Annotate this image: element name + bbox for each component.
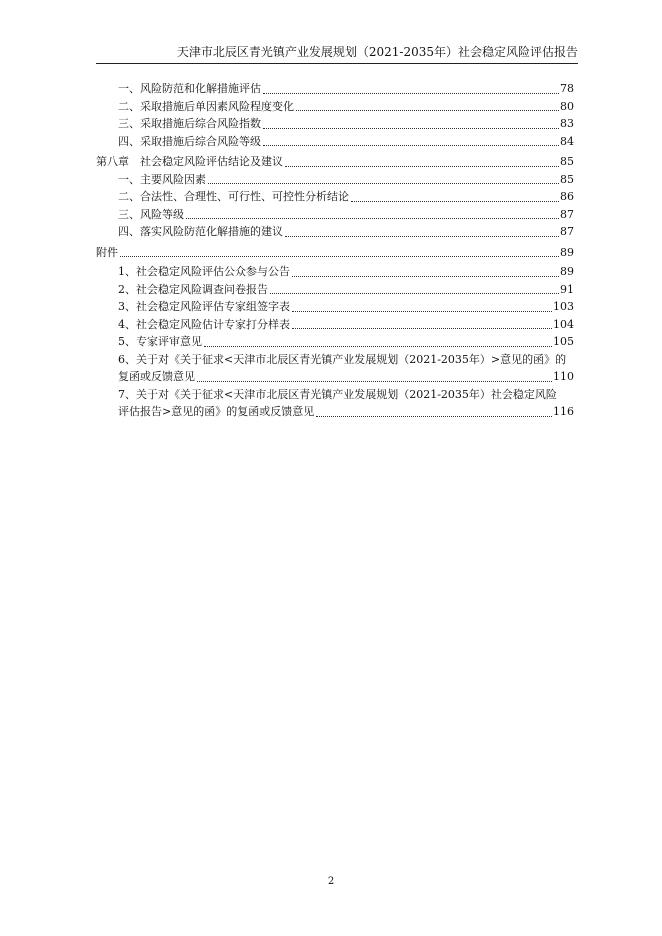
toc-entry-page: 103	[553, 300, 574, 313]
dot-leader	[204, 346, 552, 347]
toc-entry-title-line1: 6、关于对《关于征求<天津市北辰区青光镇产业发展规划（2021-2035年）>意见的函》的	[118, 352, 567, 366]
dot-leader	[120, 256, 559, 257]
toc-entry-title: 1、社会稳定风险评估公众参与公告	[118, 265, 290, 278]
toc-entry[interactable]	[96, 298, 574, 316]
toc-entry-title: 一、主要风险因素	[118, 172, 206, 186]
dot-leader	[208, 183, 559, 184]
dot-leader	[292, 328, 552, 329]
toc-entry[interactable]	[96, 316, 574, 334]
toc-entry-page: 89	[560, 265, 574, 278]
toc-entry-page: 85	[560, 155, 574, 168]
toc-entry[interactable]	[96, 333, 574, 351]
toc-entry-title: 第八章 社会稳定风险评估结论及建议	[96, 155, 283, 168]
toc-entry-multiline[interactable]	[96, 351, 574, 386]
toc-entry-title: 4、社会稳定风险估计专家打分样表	[118, 317, 290, 331]
dot-leader	[285, 236, 559, 237]
dot-leader	[292, 276, 559, 277]
toc-entry[interactable]	[96, 263, 574, 281]
table-of-contents	[96, 80, 574, 421]
dot-leader	[351, 201, 559, 202]
toc-entry-title-line2: 复函或反馈意见	[118, 370, 195, 383]
toc-entry-page: 91	[560, 282, 574, 296]
toc-entry-page: 84	[560, 134, 574, 148]
toc-entry-page: 78	[560, 82, 574, 95]
toc-entry-page: 86	[560, 190, 574, 203]
toc-entry-title: 3、社会稳定风险评估专家组签字表	[118, 300, 290, 313]
toc-entry-title: 5、专家评审意见	[118, 335, 202, 348]
toc-entry-page: 85	[560, 172, 574, 186]
dot-leader	[296, 110, 559, 111]
toc-entry-title: 三、采取措施后综合风险指数	[118, 117, 261, 130]
toc-entry[interactable]	[96, 80, 574, 98]
dot-leader	[270, 293, 559, 294]
toc-entry[interactable]	[96, 188, 574, 206]
dot-leader	[292, 311, 552, 312]
toc-entry-page: 104	[553, 317, 574, 331]
toc-entry-page: 87	[560, 225, 574, 238]
toc-entry-title: 四、采取措施后综合风险等级	[118, 134, 261, 148]
toc-entry-title: 二、合法性、合理性、可行性、可控性分析结论	[118, 190, 349, 203]
toc-entry-page: 80	[560, 99, 574, 113]
toc-entry-title: 二、采取措施后单因素风险程度变化	[118, 99, 294, 113]
dot-leader	[263, 145, 559, 146]
toc-entry-page: 105	[553, 335, 574, 348]
dot-leader	[263, 93, 559, 94]
toc-entry-multiline[interactable]	[96, 386, 574, 421]
toc-entry-title: 附件	[96, 245, 118, 259]
dot-leader	[316, 416, 552, 417]
dot-leader	[197, 381, 552, 382]
toc-entry-page: 110	[553, 370, 574, 383]
toc-entry-page: 83	[560, 117, 574, 130]
toc-entry-page: 87	[560, 207, 574, 221]
toc-chapter-entry[interactable]	[96, 153, 574, 171]
toc-entry-title: 三、风险等级	[118, 207, 184, 221]
toc-entry[interactable]	[96, 206, 574, 224]
toc-entry[interactable]	[96, 98, 574, 116]
toc-entry-title: 一、风险防范和化解措施评估	[118, 82, 261, 95]
toc-entry[interactable]	[96, 133, 574, 151]
toc-entry-page: 116	[553, 405, 574, 418]
toc-entry[interactable]	[96, 281, 574, 299]
running-header: 天津市北辰区青光镇产业发展规划（2021-2035年）社会稳定风险评估报告	[96, 44, 578, 64]
dot-leader	[186, 218, 559, 219]
toc-appendix-entry[interactable]	[96, 244, 574, 262]
page-number: 2	[327, 876, 335, 887]
dot-leader	[263, 128, 559, 129]
toc-entry-title: 四、落实风险防范化解措施的建议	[118, 225, 283, 238]
toc-entry-page: 89	[560, 245, 574, 259]
toc-entry-title-line1: 7、关于对《关于征求<天津市北辰区青光镇产业发展规划（2021-2035年）社会稳定风险	[118, 387, 557, 401]
toc-entry[interactable]	[96, 115, 574, 133]
toc-entry-title-line2: 评估报告>意见的函》的复函或反馈意见	[118, 405, 315, 418]
toc-entry-title: 2、社会稳定风险调查问卷报告	[118, 282, 268, 296]
dot-leader	[285, 166, 559, 167]
toc-entry[interactable]	[96, 171, 574, 189]
toc-entry[interactable]	[96, 223, 574, 241]
